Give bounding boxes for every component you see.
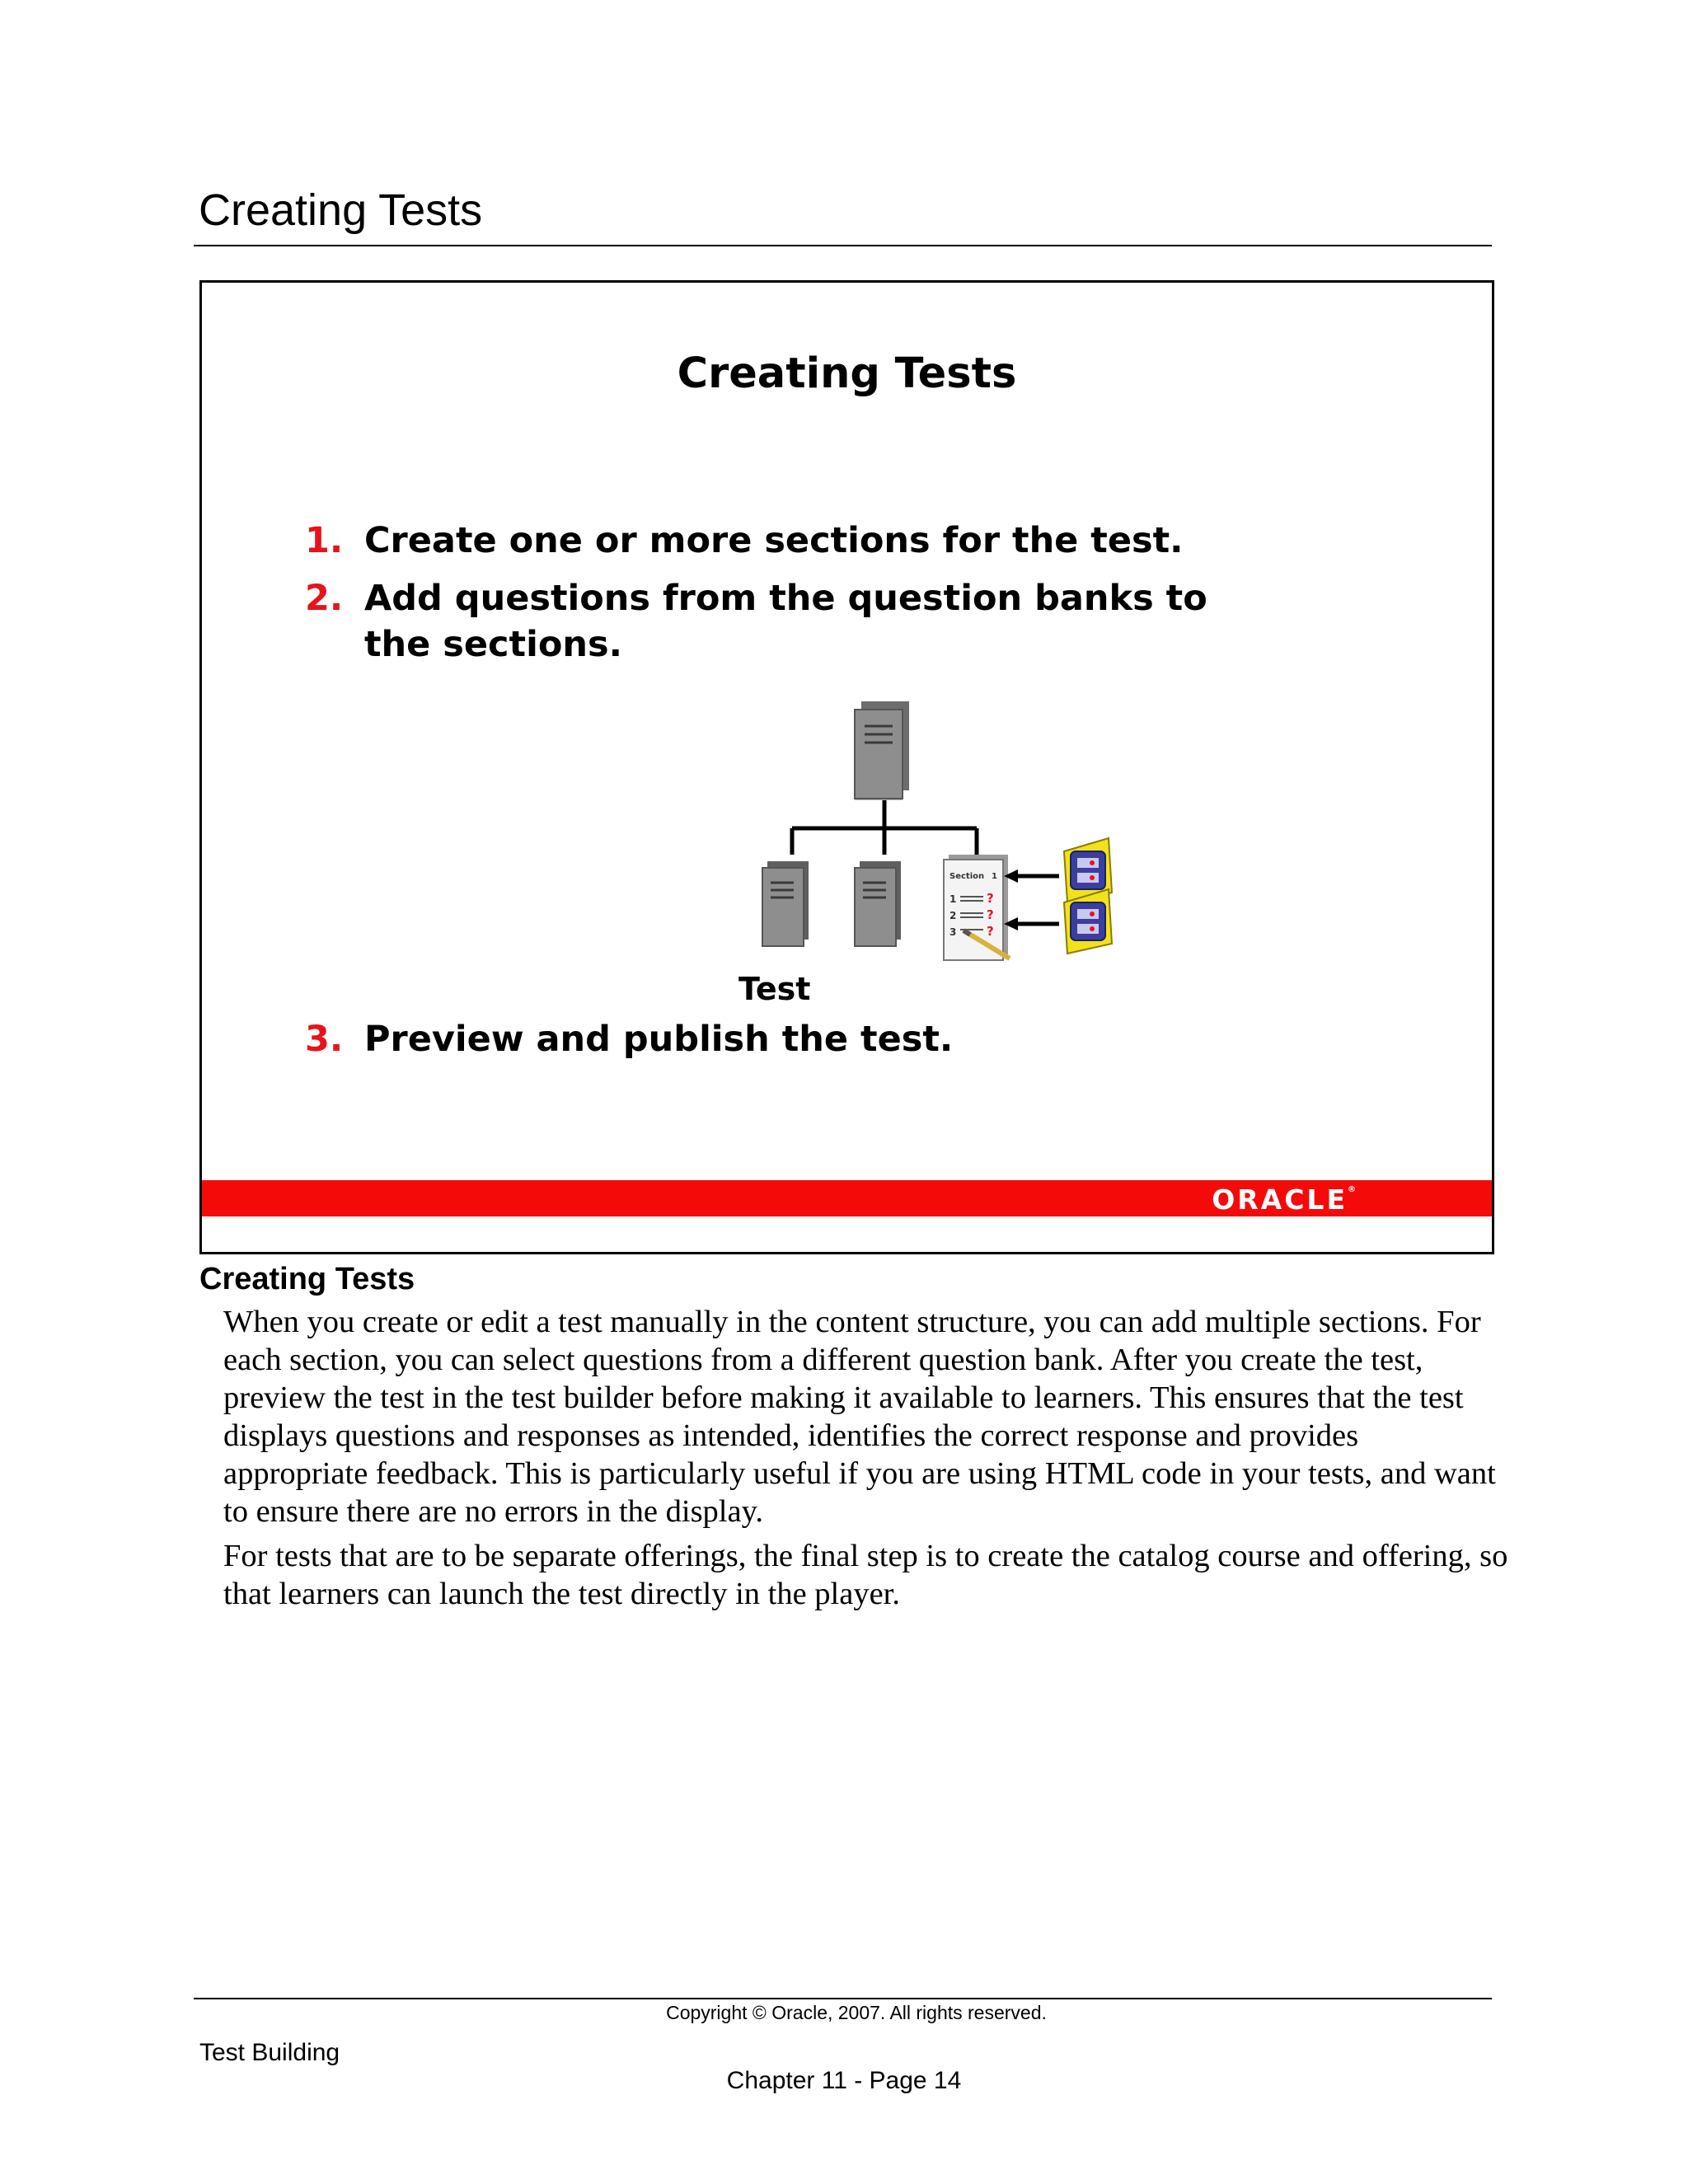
test-caption: Test [738,971,811,1007]
notes-paragraph-1: When you create or edit a test manually in the content structure, you can add multiple sections. For each section, you can select questions from a different question bank. After you create the test, preview the test in the test builder before making it available to learners. This ensures that the test displays questions and responses as intended, identifies the correct response and provides appropriate feedback. This is particularly useful if you are using HTML code in your tests, and want to ensure there are no errors in the display. [223,1305,1496,1529]
step-1-text: Create one or more sections for the test. [364,520,1184,561]
step-3 [305,1016,1271,1062]
step-2-text: Add questions from the question banks to the sections. [364,578,1207,665]
page-number: Chapter 11 - Page 14 [726,2067,962,2094]
section-card-row-1: 1 [950,893,957,905]
course-name: Test Building [199,2039,340,2066]
section-card-row-3: 3 [950,926,957,938]
test-structure-diagram [515,687,1175,967]
step-1 [305,518,1271,564]
step-1-number: 1. [305,520,344,561]
arrow-left-icon [1004,917,1059,930]
section-card-mark-3: ? [987,924,994,939]
section-document-icon [855,861,901,946]
title-rule [194,245,1492,246]
slide-frame [199,280,1494,1254]
step-2-number: 2. [305,578,344,619]
slide-title: Creating Tests [677,349,1017,398]
step-2 [305,575,1238,668]
arrow-left-icon [1004,869,1059,883]
notes-paragraph-2: For tests that are to be separate offerings, the final step is to create the catalog course and offering, so that learners can launch the test directly in the player. [223,1539,1508,1611]
test-section-sheet-icon [944,855,1008,960]
notes-heading: Creating Tests [199,1262,415,1296]
section-card-header-number: 1 [992,872,997,881]
section-card-mark-1: ? [987,891,994,906]
copyright-notice: Copyright © Oracle, 2007. All rights reserved. [666,2002,1047,2023]
footer-rule [194,1998,1492,1999]
section-document-icon [762,861,809,946]
section-card-row-2: 2 [950,910,957,921]
step-3-text: Preview and publish the test. [364,1019,954,1060]
section-card-header: Section [950,872,985,881]
oracle-logo: ORACLE® [1212,1183,1356,1216]
root-document-icon [855,701,909,800]
page-title: Creating Tests [199,185,483,235]
section-card-mark-2: ? [987,907,994,922]
step-3-number: 3. [305,1019,344,1060]
slide-footer-bar [202,1180,1492,1216]
